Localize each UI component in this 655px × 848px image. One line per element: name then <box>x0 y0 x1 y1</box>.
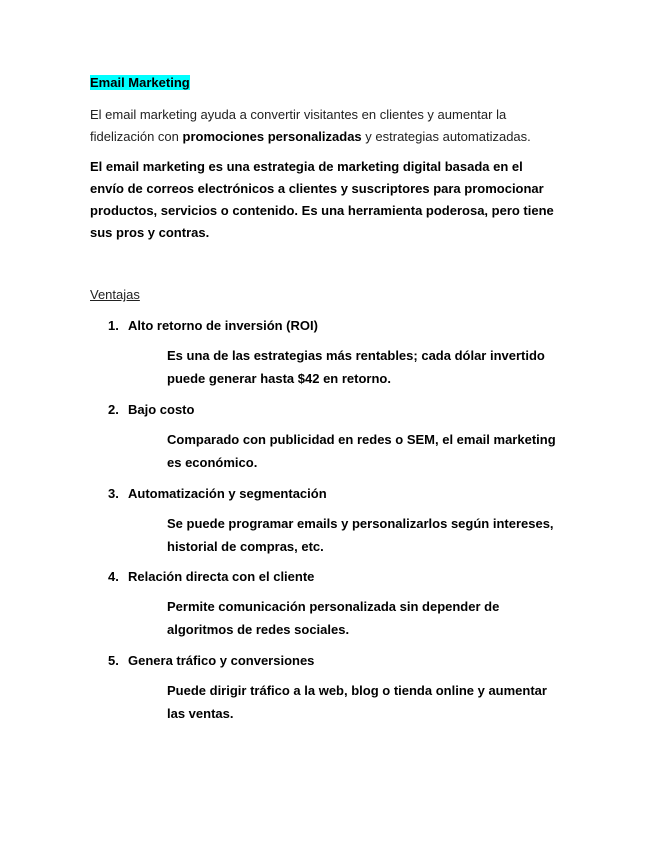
list-item-title: Alto retorno de inversión (ROI) <box>128 318 318 333</box>
list-item-number: 2. <box>108 402 119 417</box>
list-item-description: Comparado con publicidad en redes o SEM, el email marketing es económico. <box>167 432 556 470</box>
list-item-number: 4. <box>108 569 119 584</box>
list-item-number: 1. <box>108 318 119 333</box>
list-item-number: 5. <box>108 653 119 668</box>
list-item-title: Relación directa con el cliente <box>128 569 315 584</box>
intro-paragraph <box>90 104 570 148</box>
list-item-description: Se puede programar emails y personalizarlos según intereses, historial de compras, etc. <box>167 516 554 554</box>
summary-paragraph: El email marketing es una estrategia de marketing digital basada en el envío de correos electrónicos a clientes y suscriptores para promocionar productos, servicios o contenido. Es una herramienta poderosa, pero tiene sus pros y contras. <box>90 159 554 240</box>
list-item-heading <box>108 401 194 419</box>
list-item-description: Es una de las estrategias más rentables; cada dólar invertido puede generar hasta $42 en retorno. <box>167 348 545 386</box>
list-item-heading <box>108 568 314 586</box>
intro-emphasis: promociones personalizadas <box>182 129 362 144</box>
intro-text-after: y estrategias automatizadas. <box>361 129 531 144</box>
list-item-title: Automatización y segmentación <box>128 486 327 501</box>
list-item-title: Bajo costo <box>128 402 195 417</box>
list-item-description: Puede dirigir tráfico a la web, blog o tienda online y aumentar las ventas. <box>167 683 547 721</box>
section-heading-ventajas: Ventajas <box>90 287 140 302</box>
list-item-heading <box>108 485 327 503</box>
document-title <box>90 74 190 91</box>
list-item-description: Permite comunicación personalizada sin depender de algoritmos de redes sociales. <box>167 599 500 637</box>
list-item-heading <box>108 317 318 335</box>
list-item-heading <box>108 652 314 670</box>
list-item-title: Genera tráfico y conversiones <box>128 653 315 668</box>
list-item-number: 3. <box>108 486 119 501</box>
title-highlight: Email Marketing <box>90 75 190 90</box>
intro-text-before: El email marketing ayuda a convertir visitantes en clientes y aumentar la fidelización con <box>90 107 507 144</box>
